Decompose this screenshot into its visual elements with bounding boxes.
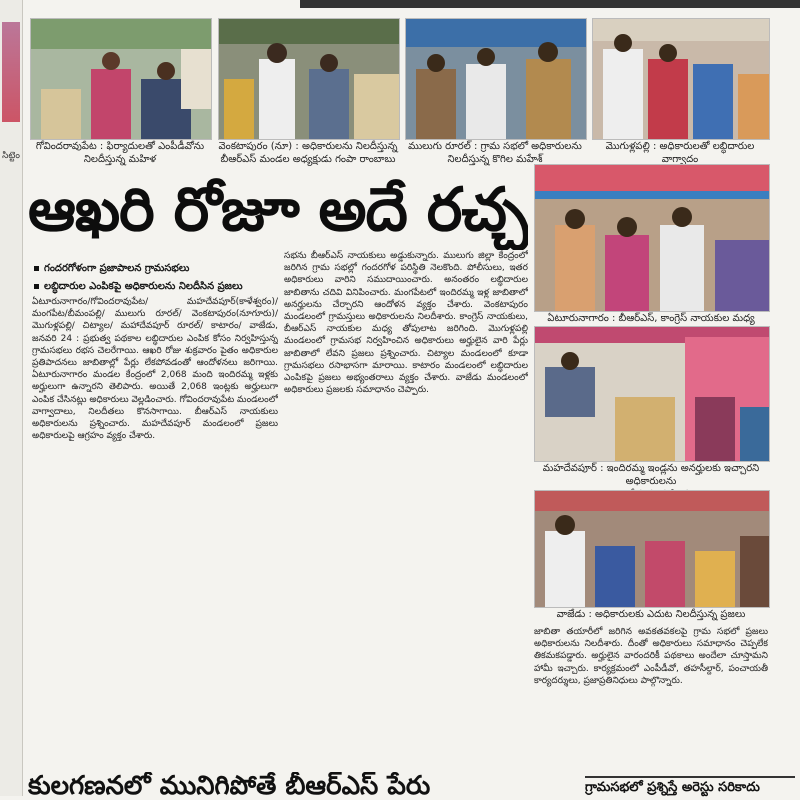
photo-mahadevpur: [534, 326, 770, 462]
bullet-1: [34, 262, 284, 276]
photo-caption-3: [405, 140, 585, 166]
article-column-2: సభను బీఆర్‌ఎస్ నాయకులు అడ్డుకున్నారు. ములుగు జిల్లా కేంద్రంలో జరిగిన గ్రామ సభల్లో గందరగోళ పరిస్థితి నెలకొంది. పోలీసులు, ఇతర అధికారులు వారిని సముదాయించారు. అనంతరం లబ్ధిదారుల జాబితాను చదివి వినిపించారు. మంగపేటలో ఇందిరమ్మ ఇళ్ల జాబితాలో అనర్హులను చేర్చారని ఆందోళన వ్యక్తం చేశారు. వెంకటాపురం మండలంలో గ్రామస్తులు అధికారులను నిలదీశారు. కాంగ్రెస్ నాయకులు, బీఆర్‌ఎస్ నాయకుల మధ్య తోపులాట జరిగింది. మొగుళ్లపల్లి మండలంలో గ్రామసభ నిర్వహించిన అధికారులు అర్హులైన వారి పేర్లు జాబితాలో లేవని ప్రజలు ప్రశ్నించారు. చిట్యాల మండలంలో కూడా గ్రామసభలు రసాభాసగా మారాయి. కాటారం మండలంలో లబ్ధిదారుల ఎంపికపై ప్రజలు అభ్యంతరాలు వ్యక్తం చేశారు. వాజేడు మండలంలో అధికారులు ప్రజలకు సమాధానం చెప్పారు.: [284, 251, 528, 396]
photo-eturunagaram: [534, 164, 770, 312]
caption-line: మొగుళ్లపల్లి : అధికారులతో లబ్ధిదారుల వాగ్వాదం: [605, 141, 755, 165]
caption-line: నిలదీస్తున్న మహిళ: [83, 154, 157, 165]
left-strip-caption: సిట్టెం: [2, 151, 20, 161]
caption-line: బీఆర్‌ఎస్ మండల అధ్యక్షుడు గంపా రాంబాబు: [220, 154, 396, 165]
photo-venkatapuram: [218, 18, 400, 140]
left-strip-photo: [2, 22, 20, 122]
caption-line: మహదేవపూర్ : ఇందిరమ్మ ఇండ్లను అనర్హులకు ఇచ్చారని అధికారులను: [542, 463, 760, 487]
subheadings: [34, 262, 284, 298]
photo-caption-2: [218, 140, 398, 166]
caption-line: గోవిందరావుపేట : ఫిర్యాదులతో ఎంపీడీవోను: [35, 141, 205, 152]
photo-vajedu: [534, 490, 770, 608]
bullet-text: లబ్ధిదారుల ఎంపికపై అధికారులను నిలదీసిన ప్రజలు: [44, 281, 243, 292]
photo-mulugu-rural: [405, 18, 587, 140]
bullet-2: [34, 280, 284, 294]
next-article-headline-right: గ్రామసభలో ప్రశ్నిస్తే అరెస్టు సరికాదు: [585, 776, 795, 800]
caption-line: వెంకటాపురం (నూ) : అధికారులను నిలదీస్తున్న: [218, 141, 398, 152]
photo-caption-4: [592, 140, 768, 166]
top-bar: [300, 0, 800, 8]
headline: ఆఖరి రోజూ అదే రచ్చ: [28, 175, 528, 245]
article-column-3: జాబితా తయారీలో జరిగిన అవకతవకలపై గ్రామ సభలో ప్రజలు అధికారులను నిలదీశారు. దీంతో అధికారులు సమాధానం చెప్పలేక తికమకపడ్డారు. అర్హులైన వారందరికీ పథకాలు అందేలా చూస్తామని హామీ ఇచ్చారు. కార్యక్రమంలో ఎంపీడీవో, తహసీల్దార్, పంచాయతీ కార్యదర్శులు, ప్రజాప్రతినిధులు పాల్గొన్నారు.: [534, 627, 768, 686]
bullet-square-icon: [34, 266, 39, 271]
caption-line: నిలదీస్తున్న కొగిల మహేశ్: [447, 154, 543, 165]
caption-line: ములుగు రూరల్ : గ్రామ సభలో అధికారులను: [408, 141, 582, 152]
bullet-text: గందరగోళంగా ప్రజాపాలన గ్రామసభలు: [44, 263, 190, 274]
photo-caption-1: [30, 140, 210, 166]
bullet-square-icon: [34, 284, 39, 289]
photo-mogullapalli: [592, 18, 770, 140]
left-column-strip: [0, 0, 23, 796]
photo-caption-7: వాజేడు : అధికారులకు ఎదుట నిలదీస్తున్న ప్రజలు: [556, 609, 746, 620]
next-article-headline: కులగణనలో మునిగిపోతే బీఆర్‌ఎస్ పేరు: [28, 772, 431, 796]
article-column-1: ఏటూరునాగారం/గోవిందరావుపేట/ మహదేవపూర్(కాళేశ్వరం)/ మంగపేట/బీమంపల్లి/ ములుగు రూరల్/ వెంకటాపురం(నూగూరు)/ మొగుళ్లపల్లి/ చిట్యాల/ మహాదేవపూర్ రూరల్/ కాటారం/ వాజేడు, జనవరి 24 : ప్రభుత్వ పథకాల లబ్ధిదారుల ఎంపిక కోసం నిర్వహిస్తున్న గ్రామసభలు రభస చెలరేగాయి. ఆఖరి రోజు శుక్రవారం పైతం అధికారుల ప్రతిపాదనలు జాబితాల్లో పేర్లు లేకపోవడంతో ఆందోళనలు జరిగాయి. ఏటూరునాగారం మండల కేంద్రంలో 2,068 మంది ఇందిరమ్మ ఇళ్లకు అర్హులుగా ఉన్నారని తెలిపారు. అయితే 2,068 ఇంట్లకు అర్హులుగా ఎంపిక చేసినట్లు అధికారులు వెల్లడించారు. గోవిందరావుపేట మండలంలో వాగ్వాదాలు, నిలదీతలు కొనసాగాయి. బీఆర్‌ఎస్ నాయకులు అధికారులను ప్రశ్నించారు. మహదేవపూర్ మండలంలో ప్రజలు అధికారులపై ఆగ్రహం వ్యక్తం చేశారు.: [32, 297, 278, 442]
photo-caption-5: ఏటూరునాగారం : బీఆర్‌ఎస్, కాంగ్రెస్ నాయకుల మధ్య: [547, 313, 755, 324]
photo-govindaraopet: [30, 18, 212, 140]
